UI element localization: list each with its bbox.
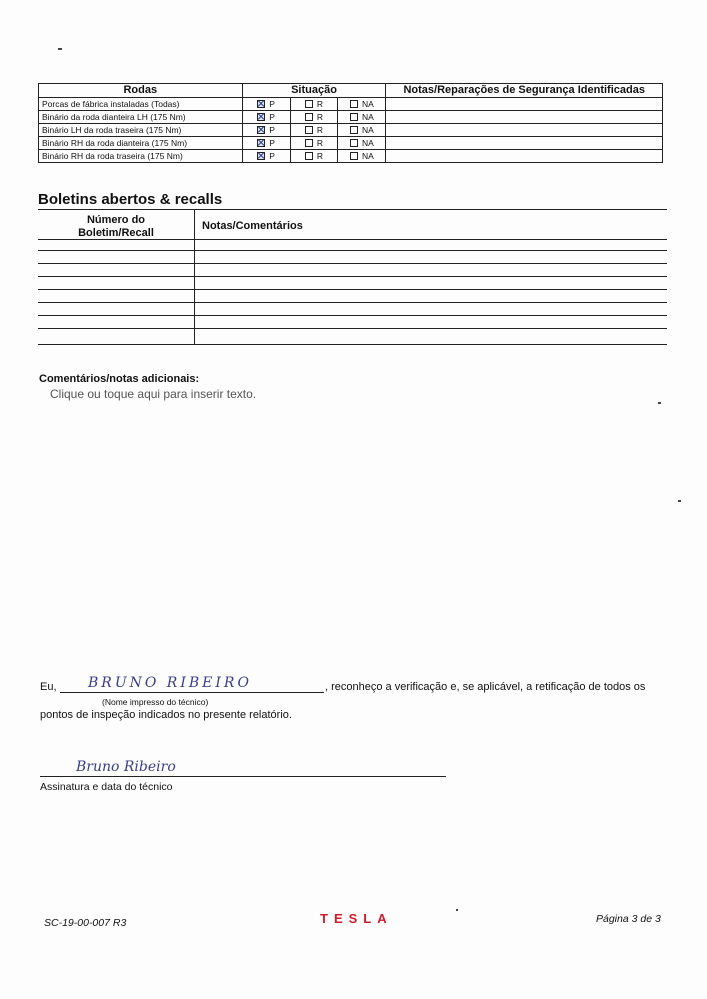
checkbox-p[interactable]: P [242, 137, 290, 150]
table-row [39, 150, 663, 163]
empty-box-icon [305, 113, 313, 121]
name-line [60, 692, 324, 693]
declaration-text: , reconheço a verificação e, se aplicável, a retificação de todos os [325, 681, 646, 693]
bulletin-notes-header: Notas/Comentários [202, 220, 303, 232]
bulletin-row-line [38, 263, 667, 264]
notes-cell[interactable] [386, 111, 663, 124]
empty-box-icon [305, 100, 313, 108]
checked-box-icon [257, 139, 265, 147]
scan-mark [678, 500, 681, 502]
table-row [39, 137, 663, 150]
bulletin-row-line [38, 276, 667, 277]
col-situacao: Situação [242, 84, 386, 98]
checkbox-na[interactable]: NA [338, 111, 386, 124]
row-label: Binário da roda dianteira LH (175 Nm) [39, 111, 243, 124]
empty-box-icon [350, 126, 358, 134]
scan-mark [658, 402, 661, 404]
signature-caption: Assinatura e data do técnico [40, 781, 173, 793]
bulletin-row-line [38, 250, 667, 251]
row-label: Porcas de fábrica instaladas (Todas) [39, 98, 243, 111]
scan-mark [456, 909, 458, 911]
wheels-inspection-table [38, 83, 663, 163]
checked-box-icon [257, 126, 265, 134]
checkbox-r[interactable]: R [290, 150, 338, 163]
declaration-prefix: Eu, [40, 681, 57, 693]
document-code: SC-19-00-007 R3 [44, 917, 127, 929]
name-caption: (Nome impresso do técnico) [102, 697, 209, 707]
table-row [39, 111, 663, 124]
comments-input[interactable]: Clique ou toque aqui para inserir texto. [50, 387, 257, 401]
empty-box-icon [350, 139, 358, 147]
bulletin-row-line [38, 239, 667, 240]
checked-box-icon [257, 152, 265, 160]
checkbox-r[interactable]: R [290, 111, 338, 124]
checkbox-r[interactable]: R [290, 137, 338, 150]
checkbox-na[interactable]: NA [338, 124, 386, 137]
checkbox-p[interactable]: P [242, 111, 290, 124]
empty-box-icon [350, 113, 358, 121]
notes-cell[interactable] [386, 150, 663, 163]
declaration-line2: pontos de inspeção indicados no presente relatório. [40, 709, 292, 721]
col-notas: Notas/Reparações de Segurança Identificadas [386, 84, 663, 98]
notes-cell[interactable] [386, 137, 663, 150]
column-divider [194, 210, 195, 345]
checkbox-p[interactable]: P [242, 150, 290, 163]
checkbox-p[interactable]: P [242, 98, 290, 111]
checked-box-icon [257, 100, 265, 108]
comments-label: Comentários/notas adicionais: [39, 373, 200, 385]
bulletin-row-line [38, 302, 667, 303]
tesla-logo: TESLA [320, 911, 393, 926]
notes-cell[interactable] [386, 98, 663, 111]
checkbox-na[interactable]: NA [338, 150, 386, 163]
bulletin-row-line [38, 344, 667, 345]
checked-box-icon [257, 113, 265, 121]
empty-box-icon [305, 139, 313, 147]
row-label: Binário RH da roda traseira (175 Nm) [39, 150, 243, 163]
checkbox-na[interactable]: NA [338, 137, 386, 150]
checkbox-r[interactable]: R [290, 124, 338, 137]
table-row [39, 124, 663, 137]
checkbox-p[interactable]: P [242, 124, 290, 137]
col-rodas: Rodas [39, 84, 243, 98]
page-number: Página 3 de 3 [596, 913, 661, 925]
bulletin-number-header: Número do Boletim/Recall [78, 214, 154, 239]
row-label: Binário LH da roda traseira (175 Nm) [39, 124, 243, 137]
technician-signature[interactable]: Bruno Ribeiro [76, 759, 176, 775]
divider [38, 209, 667, 210]
scan-mark [58, 48, 62, 50]
notes-cell[interactable] [386, 124, 663, 137]
signature-line [40, 776, 446, 777]
bulletin-row-line [38, 328, 667, 329]
empty-box-icon [350, 100, 358, 108]
checkbox-r[interactable]: R [290, 98, 338, 111]
checkbox-na[interactable]: NA [338, 98, 386, 111]
empty-box-icon [305, 126, 313, 134]
empty-box-icon [305, 152, 313, 160]
bulletin-row-line [38, 289, 667, 290]
wheels-table-header [39, 84, 663, 98]
row-label: Binário RH da roda dianteira (175 Nm) [39, 137, 243, 150]
technician-name-handwritten[interactable]: BRUNO RIBEIRO [88, 675, 252, 691]
bulletins-title: Boletins abertos & recalls [38, 191, 223, 208]
table-row [39, 98, 663, 111]
bulletin-row-line [38, 315, 667, 316]
empty-box-icon [350, 152, 358, 160]
